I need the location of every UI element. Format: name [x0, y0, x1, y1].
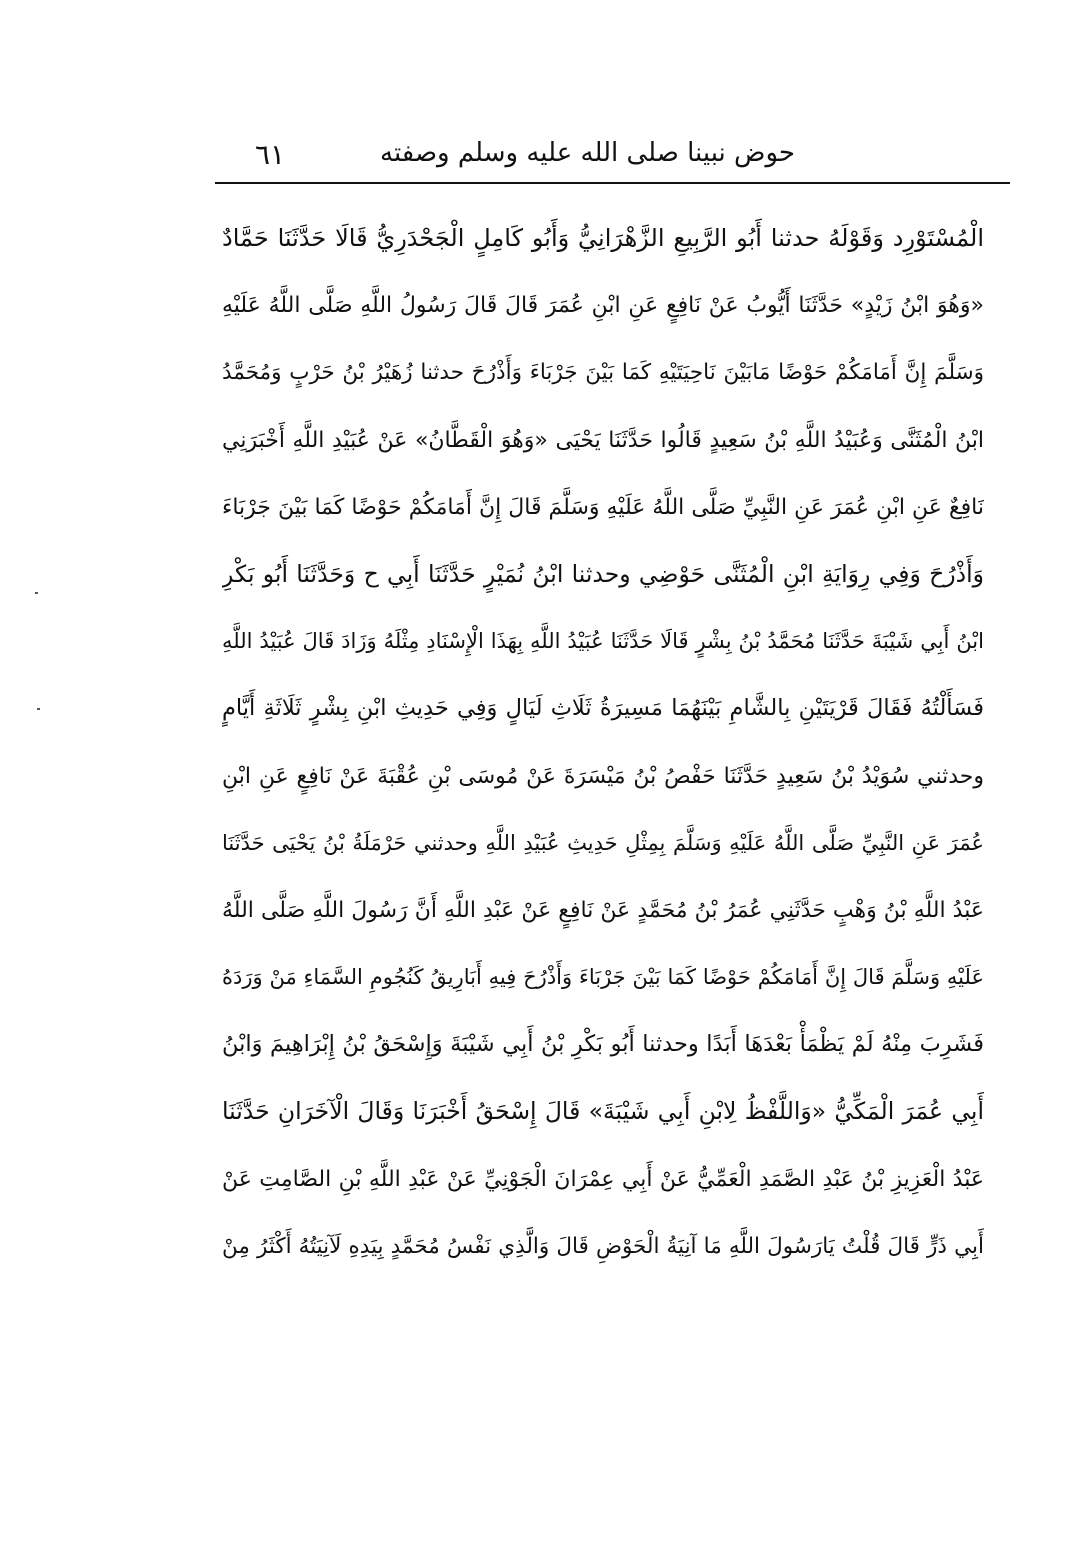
- hadith-text-block: [222, 205, 984, 1280]
- text-line: وحدثني سُوَيْدُ بْنُ سَعِيدٍ حَدَّثَنَا حَفْصُ بْنُ مَيْسَرَةَ عَنْ مُوسَى بْنِ عُقْبَةَ عَنْ نَافِعٍ عَنِ ابْنِ: [222, 763, 984, 789]
- text-line: ابْنُ الْمُثَنَّى وَعُبَيْدُ اللَّهِ بْنُ سَعِيدٍ قَالُوا حَدَّثَنَا يَحْيَى «وَهُوَ الْقَطَّانُ» عَنْ عُبَيْدِ اللَّهِ أَخْبَرَنِي: [222, 427, 984, 453]
- text-line: ابْنُ أَبِي شَيْبَةَ حَدَّثَنَا مُحَمَّدُ بْنُ بِشْرٍ قَالَا حَدَّثَنَا عُبَيْدُ اللَّهِ بِهَذَا الْإِسْنَادِ مِثْلَهُ وَزَادَ قَالَ عُبَيْدُ اللَّهِ: [222, 629, 984, 654]
- text-line: عَلَيْهِ وَسَلَّمَ قَالَ إِنَّ أَمَامَكُمْ حَوْضًا كَمَا بَيْنَ جَرْبَاءَ وَأَذْرُحَ فِيهِ أَبَارِيقُ كَنُجُومِ السَّمَاءِ مَنْ وَرَدَهُ: [222, 965, 984, 990]
- text-line: الْمُسْتَوْرِد وَقَوْلَهُ حدثنا أَبُو الرَّبِيعِ الزَّهْرَانِيُّ وَأَبُو كَامِلٍ الْجَحْدَرِيُّ قَالَا حَدَّثَنَا حَمَّادٌ: [222, 224, 984, 252]
- text-line: فَسَأَلْتُهُ فَقَالَ قَرْيَتَيْنِ بِالشَّامِ بَيْنَهُمَا مَسِيرَةُ ثَلَاثِ لَيَالٍ وَفِي حَدِيثِ ابْنِ بِشْرٍ ثَلَاثَةِ أَيَّامٍ: [222, 695, 984, 722]
- text-line: عَبْدُ اللَّهِ بْنُ وَهْبٍ حَدَّثَنِي عُمَرُ بْنُ مُحَمَّدٍ عَنْ نَافِعٍ عَنْ عَبْدِ اللَّهِ أَنَّ رَسُولَ اللَّهِ صَلَّى اللَّهُ: [222, 897, 984, 923]
- page-number: ٦١: [255, 138, 286, 171]
- text-line: عَبْدُ الْعَزِيزِ بْنُ عَبْدِ الصَّمَدِ الْعَمِّيُّ عَنْ أَبِي عِمْرَانَ الْجَوْنِيِّ عَنْ عَبْدِ اللَّهِ بْنِ الصَّامِتِ عَنْ: [222, 1166, 984, 1192]
- page-header: [215, 132, 1010, 180]
- text-line: أَبِي عُمَرَ الْمَكِّيُّ «وَاللَّفْظُ لِابْنِ أَبِي شَيْبَةَ» قَالَ إِسْحَقُ أَخْبَرَنَا وَقَالَ الْآخَرَانِ حَدَّثَنَا: [222, 1097, 984, 1126]
- text-line: نَافِعٌ عَنِ ابْنِ عُمَرَ عَنِ النَّبِيِّ صَلَّى اللَّهُ عَلَيْهِ وَسَلَّمَ قَالَ إِنَّ أَمَامَكُمْ حَوْضًا كَمَا بَيْنَ جَرْبَاءَ: [222, 494, 984, 520]
- running-title: حوض نبينا صلى الله عليه وسلم وصفته: [380, 138, 795, 168]
- header-rule: [215, 182, 1010, 184]
- scan-speck: [37, 708, 40, 710]
- text-line: فَشَرِبَ مِنْهُ لَمْ يَظْمَأْ بَعْدَهَا أَبَدًا وحدثنا أَبُو بَكْرِ بْنُ أَبِي شَيْبَةَ وَإِسْحَقُ بْنُ إِبْرَاهِيمَ وَابْنُ: [222, 1031, 984, 1058]
- text-line: وَأَذْرُحَ وَفِي رِوَايَةِ ابْنِ الْمُثَنَّى حَوْضِي وحدثنا ابْنُ نُمَيْرٍ حَدَّثَنَا أَبِي ح وَحَدَّثَنَا أَبُو بَكْرِ: [222, 559, 984, 588]
- text-line: أَبِي ذَرٍّ قَالَ قُلْتُ يَارَسُولَ اللَّهِ مَا آنِيَةُ الْحَوْضِ قَالَ وَالَّذِي نَفْسُ مُحَمَّدٍ بِيَدِهِ لَآنِيَتُهُ أَكْثَرُ مِنْ: [222, 1233, 984, 1259]
- scan-speck: [35, 592, 38, 594]
- text-line: عُمَرَ عَنِ النَّبِيِّ صَلَّى اللَّهُ عَلَيْهِ وَسَلَّمَ بِمِثْلِ حَدِيثِ عُبَيْدِ اللَّهِ وحدثني حَرْمَلَةُ بْنُ يَحْيَى حَدَّثَنَا: [222, 830, 984, 855]
- text-line: «وَهُوَ ابْنُ زَيْدٍ» حَدَّثَنَا أَيُّوبُ عَنْ نَافِعٍ عَنِ ابْنِ عُمَرَ قَالَ قَالَ رَسُولُ اللَّهِ صَلَّى اللَّهُ عَلَيْهِ: [222, 293, 984, 319]
- text-line: وَسَلَّمَ إِنَّ أَمَامَكُمْ حَوْضًا مَابَيْنَ نَاحِيَتَيْهِ كَمَا بَيْنَ جَرْبَاءَ وَأَذْرُحَ حدثنا زُهَيْرُ بْنُ حَرْبٍ وَمُحَمَّدُ: [222, 360, 984, 386]
